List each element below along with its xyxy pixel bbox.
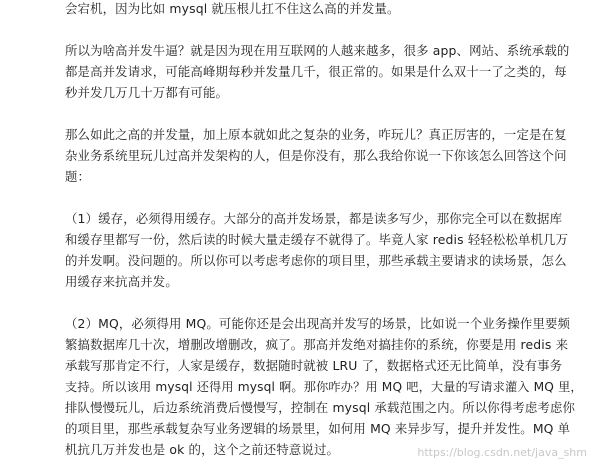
paragraph-4-line-4: 用缓存来抗高并发。 (65, 274, 178, 289)
paragraph-5-line-5: 排队慢慢玩儿，后边系统消费后慢慢写，控制在 mysql 承载范围之内。所以你得考虑考虑你 (65, 400, 576, 415)
paragraph-3-line-3: 题： (65, 169, 91, 184)
paragraph-5-line-7: 机抗几万并发也是 ok 的，这个之前还特意说过。 (65, 442, 340, 457)
paragraph-5-line-1: （2）MQ，必须得用 MQ。可能你还是会出现高并发写的场景，比如说一个业务操作里要频 (65, 316, 571, 331)
paragraph-4-line-3: 的并发啊。没问题的。所以你可以考虑考虑你的项目里，那些承载主要请求的读场景，怎么 (65, 253, 567, 268)
paragraph-5-line-6: 的项目里，那些承载复杂写业务逻辑的场景里，如何用 MQ 来异步写，提升并发性。MQ 单 (65, 421, 571, 436)
paragraph-5-line-2: 繁搞数据库几十次，增删改增删改，疯了。那高并发绝对搞挂你的系统，你要是用 redis 来 (65, 337, 569, 352)
paragraph-3-line-2: 杂业务系统里玩儿过高并发架构的人，但是你没有，那么我给你说一下你该怎么回答这个问 (65, 148, 567, 163)
paragraph-4-line-1: （1）缓存，必须得用缓存。大部分的高并发场景，都是读多写少，那你完全可以在数据库 (65, 211, 563, 226)
paragraph-5-line-3: 承载写那肯定不行，人家是缓存，数据随时就被 LRU 了，数据格式还无比简单，没有事务 (65, 358, 563, 373)
paragraph-5-line-4: 支持。所以该用 mysql 还得用 mysql 啊。那你咋办？用 MQ 吧，大量的写请求灌入 MQ 里， (65, 380, 583, 394)
paragraph-4-line-2: 和缓存里都写一份，然后读的时候大量走缓存不就得了。毕竟人家 redis 轻轻松松单机几万 (65, 232, 569, 247)
watermark-url: https://blog.csdn.net/java_shm (417, 446, 587, 459)
paragraph-2-line-3: 秒并发几万几十万都有可能。 (65, 85, 229, 100)
paragraph-2-line-1: 所以为啥高并发牛逼？就是因为现在用互联网的人越来越多，很多 app、网站、系统承载的 (65, 43, 570, 58)
paragraph-3-line-1: 那么如此之高的并发量，加上原本就如此之复杂的业务，咋玩儿？真正厉害的，一定是在复 (65, 127, 567, 142)
paragraph-2-line-2: 都是高并发请求，可能高峰期每秒并发量几千，很正常的。如果是什么双十一了之类的，每 (65, 64, 567, 79)
paragraph-1-line-1: 会宕机，因为比如 mysql 就压根儿扛不住这么高的并发量。 (65, 1, 400, 16)
